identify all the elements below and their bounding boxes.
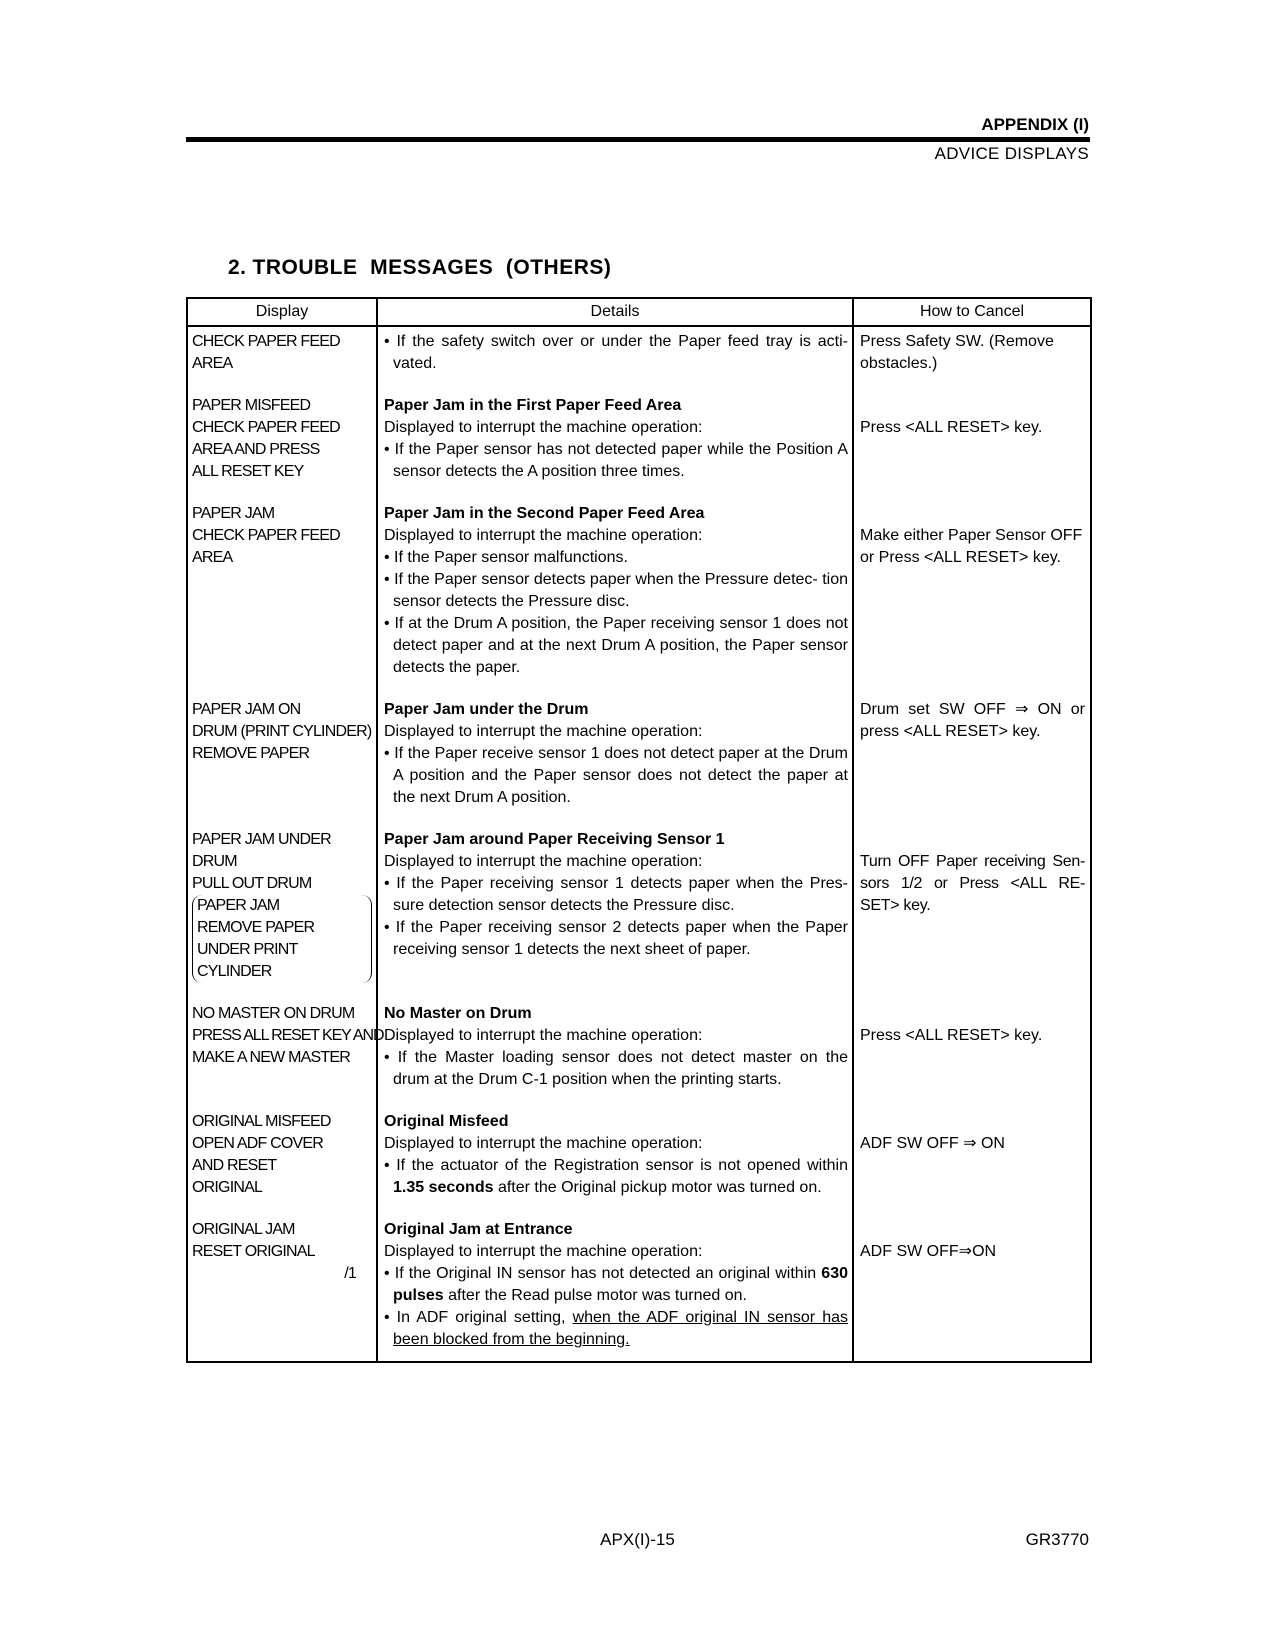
display-line: ALL RESET KEY xyxy=(192,463,304,480)
details-cell xyxy=(377,1219,853,1362)
display-line: AREA xyxy=(192,549,233,566)
detail-emphasis: 1.35 seconds xyxy=(393,1179,494,1196)
cancel-cell xyxy=(853,699,1091,809)
display-line: OPEN ADF COVER xyxy=(192,1135,324,1152)
cancel-text: ADF SW OFF ⇒ ON xyxy=(860,1135,1005,1152)
display-line: MAKE A NEW MASTER xyxy=(192,1049,350,1066)
detail-intro: Displayed to interrupt the machine operation: xyxy=(384,419,703,436)
page-code: APX(I)-15 xyxy=(600,1530,675,1549)
appendix-title: APPENDIX (I) xyxy=(981,115,1089,134)
cancel-text: Press <ALL RESET> key. xyxy=(860,419,1043,436)
display-cell xyxy=(187,829,377,983)
detail-heading: Paper Jam in the First Paper Feed Area xyxy=(384,397,682,414)
display-line: AREA xyxy=(192,355,233,372)
display-cell xyxy=(187,1111,377,1199)
display-line: PAPER JAM ON xyxy=(192,701,301,718)
reference-mark: /1 xyxy=(344,1265,356,1282)
table-row xyxy=(187,829,1091,983)
table-header-row xyxy=(187,298,1091,326)
display-cell xyxy=(187,699,377,809)
detail-bullet: • If the Master loading sensor does not detect master on the drum at the Drum C-1 position when the printing starts. xyxy=(384,1049,848,1088)
detail-heading: Original Misfeed xyxy=(384,1113,509,1130)
display-cell xyxy=(187,326,377,375)
detail-bullet: • If the actuator of the Registration sensor is not opened within 1.35 seconds after the Original pickup motor was turned on. xyxy=(384,1157,848,1196)
detail-bullet: • If the Paper receiving sensor 2 detects paper when the Paper receiving sensor 1 detects the next sheet of paper. xyxy=(384,919,848,958)
display-line: CHECK PAPER FEED xyxy=(192,419,340,436)
cancel-text: ADF SW OFF⇒ON xyxy=(860,1243,997,1260)
display-line: REMOVE PAPER xyxy=(197,919,315,936)
detail-bullet: • If the Original IN sensor has not detected an original within 630 pulses after the Read pulse motor was turned on. xyxy=(384,1265,848,1304)
cancel-cell xyxy=(853,503,1091,679)
display-line: PRESS ALL RESET KEY AND xyxy=(192,1027,384,1044)
table-row xyxy=(187,503,1091,679)
section-title-text: TROUBLE MESSAGES (OTHERS) xyxy=(252,256,612,279)
cancel-cell xyxy=(853,1219,1091,1362)
display-line: ORIGINAL xyxy=(192,1179,263,1196)
cancel-text: Press Safety SW. (Remove obstacles.) xyxy=(860,333,1054,372)
display-line: ORIGINAL MISFEED xyxy=(192,1113,331,1130)
cancel-cell xyxy=(853,395,1091,483)
details-cell xyxy=(377,1003,853,1091)
table-row xyxy=(187,699,1091,809)
section-title xyxy=(228,256,617,280)
detail-heading: No Master on Drum xyxy=(384,1005,532,1022)
details-cell xyxy=(377,395,853,483)
detail-bullet: • If the Paper sensor has not detected paper while the Position A sensor detects the A position three times. xyxy=(384,441,848,480)
appendix-subtitle: ADVICE DISPLAYS xyxy=(934,144,1089,163)
display-line: PAPER MISFEED xyxy=(192,397,311,414)
display-line: NO MASTER ON DRUM xyxy=(192,1005,355,1022)
cancel-text: Make either Paper Sensor OFF or Press <ALL RESET> key. xyxy=(860,527,1083,566)
display-line: DRUM (PRINT CYLINDER) xyxy=(192,723,372,740)
table-row xyxy=(187,1219,1091,1362)
detail-intro: Displayed to interrupt the machine operation: xyxy=(384,1243,703,1260)
table-row xyxy=(187,395,1091,483)
display-line: PAPER JAM xyxy=(192,505,275,522)
detail-bullet: • If the Paper sensor malfunctions. xyxy=(384,549,628,566)
display-line: ORIGINAL JAM xyxy=(192,1221,295,1238)
display-line: CHECK PAPER FEED xyxy=(192,333,340,350)
detail-bullet: • If the safety switch over or under the Paper feed tray is acti- vated. xyxy=(384,333,849,372)
model-number: GR3770 xyxy=(1025,1530,1089,1549)
display-cell xyxy=(187,1003,384,1091)
details-cell xyxy=(377,326,853,375)
alternate-display-bracket xyxy=(192,895,372,983)
detail-heading: Original Jam at Entrance xyxy=(384,1221,573,1238)
cancel-text: Drum set SW OFF ⇒ ON or press <ALL RESET> key. xyxy=(860,701,1085,740)
header-rule xyxy=(186,137,1090,142)
column-header-details: Details xyxy=(377,298,853,326)
cancel-cell xyxy=(853,829,1091,983)
display-cell xyxy=(187,503,377,679)
table-row xyxy=(187,1111,1091,1199)
table-row xyxy=(187,1003,1091,1091)
display-cell xyxy=(187,395,377,483)
detail-bullet: • If the Paper receive sensor 1 does not detect paper at the Drum A position and the Paper sensor does not detect the paper at the next Drum A position. xyxy=(384,745,849,806)
details-cell xyxy=(377,699,853,809)
display-line: PULL OUT DRUM xyxy=(192,875,312,892)
column-header-how-to-cancel: How to Cancel xyxy=(853,298,1091,326)
column-header-display: Display xyxy=(187,298,377,326)
display-line: PAPER JAM UNDER xyxy=(192,831,331,848)
display-cell xyxy=(187,1219,377,1362)
display-line: UNDER PRINT CYLINDER xyxy=(197,941,298,980)
detail-bullet: • If at the Drum A position, the Paper receiving sensor 1 does not detect paper and at the next Drum A position, the Paper sensor detects the paper. xyxy=(384,615,848,676)
display-line: REMOVE PAPER xyxy=(192,745,310,762)
section-number: 2. xyxy=(228,256,247,279)
display-line: CHECK PAPER FEED xyxy=(192,527,340,544)
detail-bullet: • If the Paper receiving sensor 1 detects paper when the Pres- sure detection sensor detects the Pressure disc. xyxy=(384,875,848,914)
display-line: PAPER JAM xyxy=(197,897,280,914)
detail-heading: Paper Jam under the Drum xyxy=(384,701,589,718)
cancel-cell xyxy=(853,326,1091,375)
display-line: RESET ORIGINAL xyxy=(192,1243,315,1260)
detail-intro: Displayed to interrupt the machine operation: xyxy=(384,527,703,544)
display-line: DRUM xyxy=(192,853,237,870)
details-cell xyxy=(377,1111,853,1199)
detail-intro: Displayed to interrupt the machine operation: xyxy=(384,1135,703,1152)
detail-heading: Paper Jam in the Second Paper Feed Area xyxy=(384,505,705,522)
detail-intro: Displayed to interrupt the machine operation: xyxy=(384,1027,703,1044)
display-line: AREA AND PRESS xyxy=(192,441,320,458)
table-row xyxy=(187,326,1091,375)
display-line: AND RESET xyxy=(192,1157,277,1174)
cancel-cell xyxy=(853,1003,1091,1091)
underlined-revision-text: when the ADF original IN sensor has been blocked from the beginning. xyxy=(393,1309,848,1348)
detail-emphasis: 630 pulses xyxy=(393,1265,848,1304)
detail-bullet: • In ADF original setting, when the ADF original IN sensor has been blocked from the beginning. xyxy=(384,1309,848,1348)
cancel-cell xyxy=(853,1111,1091,1199)
cancel-text: Press <ALL RESET> key. xyxy=(860,1027,1043,1044)
detail-bullet: • If the Paper sensor detects paper when the Pressure detec- tion sensor detects the Pressure disc. xyxy=(384,571,849,610)
detail-heading: Paper Jam around Paper Receiving Sensor 1 xyxy=(384,831,725,848)
detail-intro: Displayed to interrupt the machine operation: xyxy=(384,723,703,740)
trouble-messages-table xyxy=(186,297,1092,1363)
cancel-text: Turn OFF Paper receiving Sen- sors 1/2 or Press <ALL RE- SET> key. xyxy=(860,853,1085,914)
details-cell xyxy=(377,829,853,983)
details-cell xyxy=(377,503,853,679)
detail-intro: Displayed to interrupt the machine operation: xyxy=(384,853,703,870)
